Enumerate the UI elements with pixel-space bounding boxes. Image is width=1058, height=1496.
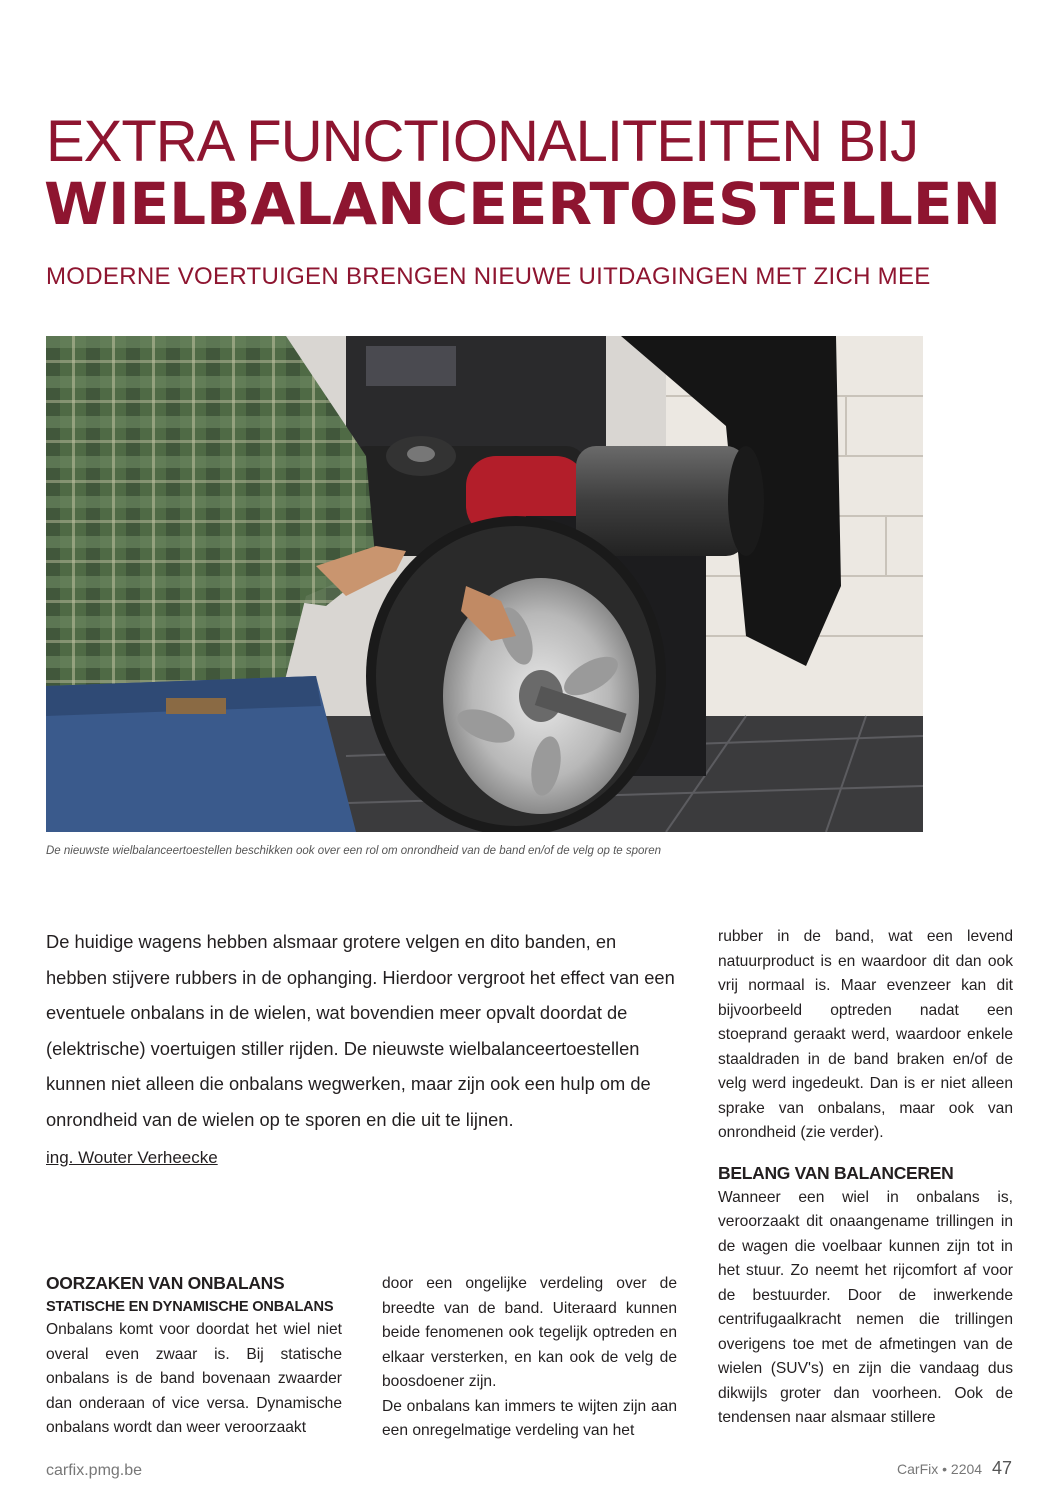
footer-issue (897, 1458, 1012, 1479)
body-text-right-1: rubber in de band, wat een levend natuurproduct is en waardoor dit dan ook vrij normaal is. Maar evenzeer kan dit bijvoorbeeld optreden nadat een stoeprand geraakt werd, waardoor enkele staaldraden in de band braken en/of de velg werd ingedeukt. Dan is er niet alleen sprake van onbalans, maar ook van onrondheid (zie verder). (718, 928, 1013, 1141)
column-left (46, 1270, 342, 1441)
title-line-1: EXTRA FUNCTIONALITEITEN BIJ (46, 109, 919, 174)
body-text-col-a: Onbalans komt voor doordat het wiel niet overal even zwaar is. Bij statische onbalans is de band bovenaan zwaarder dan onderaan of vice versa. Dynamische onbalans wordt dan weer veroorzaakt (46, 1321, 342, 1436)
article-photo (46, 336, 923, 832)
body-text-col-b-1: door een ongelijke verdeling over de breedte van de band. Uiteraard kunnen beide fenomenen ook tegelijk optreden en elkaar versterken, en kan ook de velg de boosdoener zijn. (382, 1275, 677, 1390)
photo-caption: De nieuwste wielbalanceertoestellen beschikken ook over een rol om onrondheid van de band en/of de velg op te sporen (46, 845, 662, 857)
intro-paragraph: De huidige wagens hebben alsmaar grotere velgen en dito banden, en hebben stijvere rubbers in de ophanging. Hierdoor vergroot het effect van een eventuele onbalans in de wielen, wat bovendien meer opvalt doordat de (elektrische) voertuigen stiller rijden. De nieuwste wielbalanceertoestellen kunnen niet alleen die onbalans wegwerken, maar zijn ook een hulp om de onrondheid van de wielen op te sporen en die uit te lijnen. (46, 931, 675, 1130)
title-line-2: WIELBALANCEERTOESTELLEN (44, 170, 1001, 238)
footer-website: carfix.pmg.be (46, 1462, 143, 1479)
column-right (718, 925, 1013, 1431)
issue-label: CarFix • 2204 (897, 1461, 983, 1477)
section-heading-causes: OORZAKEN VAN ONBALANS (46, 1273, 285, 1293)
wheel-balancer-illustration (46, 336, 923, 832)
page-number: 47 (991, 1458, 1012, 1478)
subtitle: MODERNE VOERTUIGEN BRENGEN NIEUWE UITDAGINGEN MET ZICH MEE (46, 263, 931, 290)
body-text-col-b-2: De onbalans kan immers te wijten zijn aan een onregelmatige verdeling van het (382, 1397, 677, 1439)
section-subheading-static-dynamic: STATISCHE EN DYNAMISCHE ONBALANS (46, 1299, 334, 1315)
body-text-right-2: Wanneer een wiel in onbalans is, veroorzaakt dit onaangename trillingen in de wagen die voelbaar kunnen zijn tot in het stuur. Zo neemt het rijcomfort af voor de bestuurder. Door de inwerkende centrifugaalkracht nemen die trillingen overigens toe met de afmetingen van de wielen (SUV's) en zijn die vandaag dus dikwijls groter dan voorheen. Ook de tendensen naar alsmaar stillere (718, 1188, 1013, 1426)
section-heading-balancing: BELANG VAN BALANCEREN (718, 1162, 954, 1183)
author-byline: ing. Wouter Verheecke (46, 1148, 218, 1167)
column-middle (382, 1272, 677, 1444)
